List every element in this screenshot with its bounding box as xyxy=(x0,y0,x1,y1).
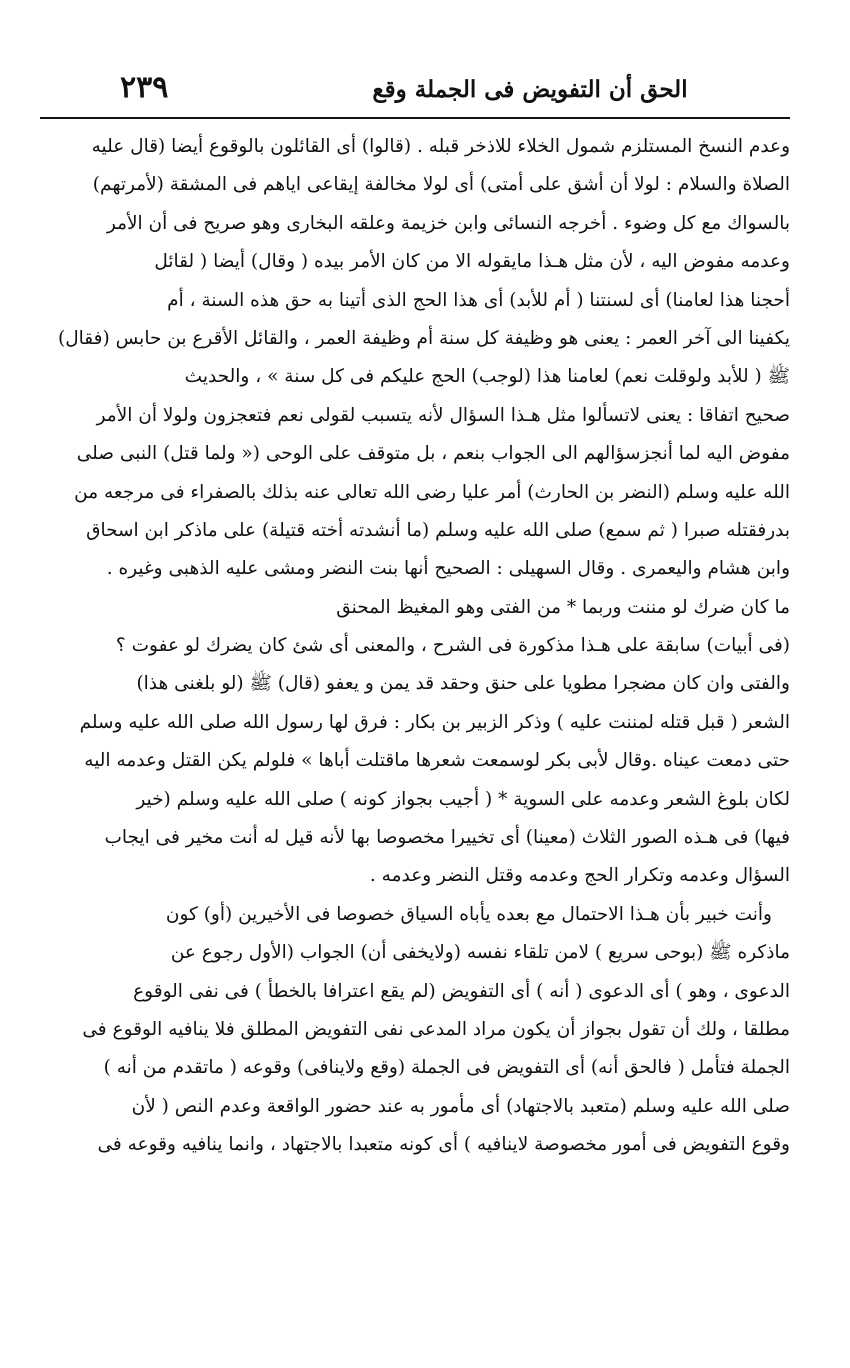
text-line: يكفينا الى آخر العمر : يعنى هو وظيفة كل سنة أم وظيفة العمر ، والقائل الأقرع بن حابس (فقال) xyxy=(57,327,790,349)
text-line: لكان بلوغ الشعر وعدمه على السوية * ( أجيب بجواز كونه ) صلى الله عليه وسلم (خير xyxy=(136,788,790,810)
text-line: مطلقا ، ولك أن تقول بجواز أن يكون مراد المدعى نفى التفويض المطلق فلا ينافيه الوقوع فى xyxy=(82,1018,790,1040)
page-header xyxy=(40,70,790,116)
text-line: بدرفقتله صبرا ( ثم سمع) صلى الله عليه وسلم (ما أنشدته أخته قتيلة) على ماذكر ابن اسحاق xyxy=(86,519,790,541)
text-line: وابن هشام واليعمرى . وقال السهيلى : الصحيح أنها بنت النضر ومشى عليه الذهبى وغيره . xyxy=(106,558,790,580)
text-line: وعدمه مفوض اليه ، لأن مثل هـذا مايقوله الا من كان الأمر بيده ( وقال) أيضا ( لقائل xyxy=(154,251,790,273)
text-line: وعدم النسخ المستلزم شمول الخلاء للاذخر قبله . (قالوا) أى القائلون بالوقوع أيضا (قال عليه xyxy=(91,136,790,157)
body-text xyxy=(40,128,790,1165)
text-line: السؤال وعدمه وتكرار الحج وعدمه وقتل النضر وعدمه . xyxy=(369,865,790,887)
page-number: ٢٣٩ xyxy=(120,70,169,105)
text-line: بالسواك مع كل وضوء . أخرجه النسائى وابن خزيمة وعلقه البخارى وهو صريح فى أن الأمر xyxy=(106,212,790,234)
text-line: مفوض اليه لما أنجزسؤالهم الى الجواب بنعم ، بل متوقف على الوحى (« ولما قتل) النبى صلى xyxy=(76,443,790,465)
text-line: وقوع التفويض فى أمور مخصوصة لاينافيه ) أى كونه متعبدا بالاجتهاد ، وانما ينافيه وقوعه فى xyxy=(97,1134,790,1156)
text-line: صلى الله عليه وسلم (متعبد بالاجتهاد) أى مأمور به عند حضور الواقعة وعدم النص ( لأن xyxy=(131,1095,790,1117)
text-line: الدعوى ، وهو ) أى الدعوى ( أنه ) أى التفويض (لم يقع اعترافا بالخطأ ) فى نفى الوقوع xyxy=(133,980,790,1002)
text-line: حتى دمعت عيناه .وقال لأبى بكر لوسمعت شعرها ماقتلت أباها » فلولم يكن القتل وعدمه اليه xyxy=(84,750,790,772)
header-divider xyxy=(40,117,790,119)
text-line: (فى أبيات) سابقة على هـذا مذكورة فى الشرح ، والمعنى أى شئ كان يضرك لو عفوت ؟ xyxy=(115,635,790,657)
text-line: والفتى وان كان مضجرا مطويا على حنق وحقد قد يمن و يعفو (قال) ﷺ (لو بلغنى هذا) xyxy=(136,673,790,695)
text-line: الجملة فتأمل ( فالحق أنه) أى التفويض فى الجملة (وقع ولاينافى) وقوعه ( ماتقدم من أنه ) xyxy=(103,1057,790,1079)
poem-verse: ما كان ضرك لو مننت وربما * من الفتى وهو المغيظ المحنق xyxy=(336,596,790,618)
text-line: الله عليه وسلم (النضر بن الحارث) أمر عليا رضى الله تعالى عنه بذلك بالصفراء فى مرجعه من xyxy=(74,481,790,503)
text-line: الصلاة والسلام : لولا أن أشق على أمتى) أى لولا مخالفة إيقاعى اياهم فى المشقة (لأمرتهم) xyxy=(92,174,790,196)
text-line: ماذكره ﷺ (بوحى سريع ) لامن تلقاء نفسه (ولايخفى أن) الجواب (الأول رجوع عن xyxy=(170,942,790,964)
text-line: أحجنا هذا لعامنا) أى لسنتنا ( أم للأبد) أى هذا الحج الذى أتينا به حق هذه السنة ، أم xyxy=(167,289,790,311)
text-line: ﷺ ( للأبد ولوقلت نعم) لعامنا هذا (لوجب) الحج عليكم فى كل سنة » ، والحديث xyxy=(184,366,790,388)
text-line: الشعر ( قبل قتله لمننت عليه ) وذكر الزبير بن بكار : فرق لها رسول الله صلى الله عليه وسلم xyxy=(79,711,790,733)
text-line: صحيح اتفاقا : يعنى لاتسألوا مثل هـذا السؤال لأنه يتسبب لقولى نعم فتعجزون ولولا أن الأمر xyxy=(96,404,790,426)
text-line: فيها) فى هـذه الصور الثلاث (معينا) أى تخييرا مخصوصا بها لأنه قيل له أنت مخير فى ايجاب xyxy=(104,827,790,849)
text-line: وأنت خبير بأن هـذا الاحتمال مع بعده يأباه السياق خصوصا فى الأخيرين (أو) كون xyxy=(165,903,772,925)
running-title: الحق أن التفويض فى الجملة وقع xyxy=(372,76,688,103)
